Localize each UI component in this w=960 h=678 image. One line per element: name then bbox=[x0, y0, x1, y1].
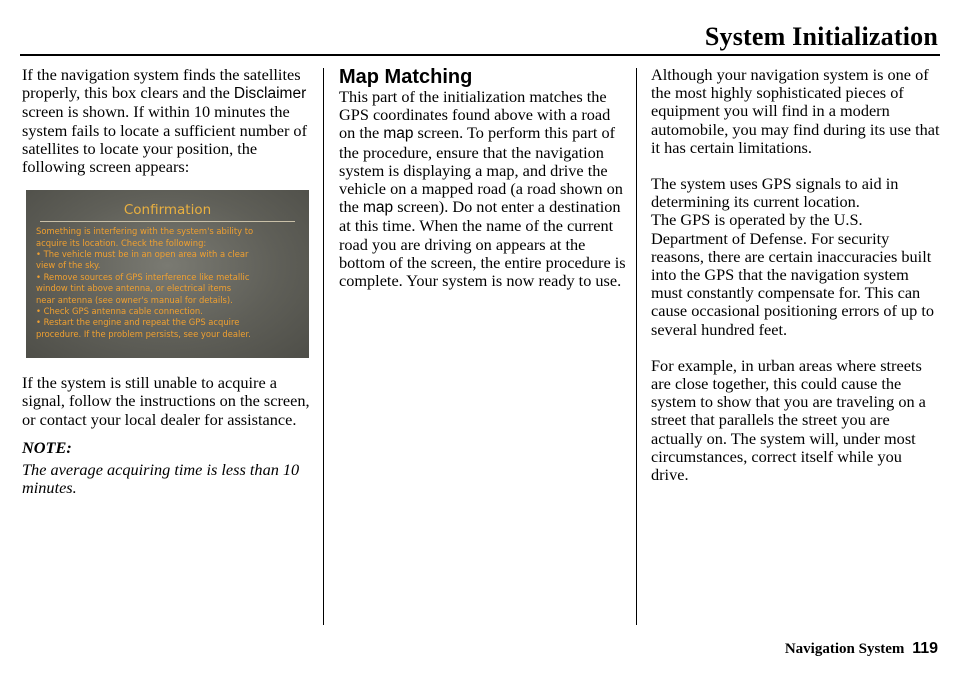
page-title: System Initialization bbox=[704, 22, 938, 51]
map-matching-text-b: screen. To perform this part of the procedure, ensure that the navigation system is displaying a map, and drive the vehicle on a mapped road (a road shown on the bbox=[339, 123, 623, 217]
assistance-paragraph: If the system is still unable to acquire a signal, follow the instructions on the screen, or contact your local dealer for assistance. bbox=[22, 373, 310, 429]
disclaimer-term: Disclaimer bbox=[233, 85, 307, 103]
confirmation-line: • Remove sources of GPS interference like metallic bbox=[36, 271, 250, 282]
note-text: The average acquiring time is less than 10 minutes. bbox=[22, 460, 300, 498]
confirmation-line: procedure. If the problem persists, see your dealer. bbox=[36, 328, 251, 339]
header-rule bbox=[20, 54, 940, 56]
map-matching-paragraph bbox=[339, 88, 626, 290]
map-matching-text-a: This part of the initialization matches the GPS coordinates found above with a road on the bbox=[339, 87, 611, 143]
column-3 bbox=[651, 66, 941, 484]
map-term: map bbox=[362, 199, 394, 217]
confirmation-title: Confirmation bbox=[123, 202, 212, 219]
confirmation-line: view of the sky. bbox=[36, 260, 101, 271]
confirmation-line: near antenna (see owner's manual for details). bbox=[36, 294, 233, 305]
intro-paragraph bbox=[22, 66, 310, 176]
column-divider bbox=[636, 68, 637, 625]
urban-example-paragraph: For example, in urban areas where streets are close together, this could cause the system to show that you are traveling on a street that parallels the street you are actually on. The system will, under most circumstances, correct itself while you drive. bbox=[651, 355, 926, 485]
confirmation-line: Something is interfering with the system's ability to bbox=[36, 226, 254, 237]
page-number: 119 bbox=[912, 640, 938, 657]
map-matching-text-c: screen). Do not enter a destination at this time. When the name of the current road you are driving on appears at the bottom of the screen, the entire procedure is complete. Your system is now ready to use. bbox=[339, 197, 626, 291]
confirmation-line: • The vehicle must be in an open area with a clear bbox=[36, 249, 249, 260]
note-label: NOTE: bbox=[22, 437, 72, 457]
gps-paragraph-a: The system uses GPS signals to aid in determining its current location. bbox=[651, 174, 899, 212]
page-footer bbox=[785, 640, 938, 658]
intro-text-a: If the navigation system finds the satellites properly, this box clears and the bbox=[22, 65, 301, 103]
intro-text-b: screen is shown. If within 10 minutes the system fails to locate a sufficient number of satellites to locate your position, the following screen appears: bbox=[22, 102, 307, 177]
column-divider bbox=[323, 68, 324, 625]
map-matching-heading: Map Matching bbox=[339, 66, 473, 88]
column-1 bbox=[22, 66, 310, 497]
map-term: map bbox=[383, 125, 414, 143]
confirmation-line: window tint above antenna, or electrical items bbox=[36, 283, 232, 294]
confirmation-line: • Restart the engine and repeat the GPS acquire bbox=[36, 317, 240, 328]
gps-paragraph-b: The GPS is operated by the U.S. Department of Defense. For security reasons, there are certain inaccuracies built into the GPS that the navigation system must constantly compensate for. This can cause occasional positioning errors of up to several hundred feet. bbox=[651, 210, 935, 339]
limitations-paragraph: Although your navigation system is one of the most highly sophisticated pieces of equipment you will find in a modern automobile, you may find during its use that it has certain limitations. bbox=[651, 65, 940, 157]
column-2 bbox=[339, 66, 626, 290]
confirmation-screen-image bbox=[26, 190, 309, 358]
confirmation-divider bbox=[40, 221, 295, 222]
confirmation-line: acquire its location. Check the following: bbox=[36, 237, 207, 248]
footer-section: Navigation System bbox=[784, 641, 905, 657]
confirmation-line: • Check GPS antenna cable connection. bbox=[36, 306, 203, 317]
